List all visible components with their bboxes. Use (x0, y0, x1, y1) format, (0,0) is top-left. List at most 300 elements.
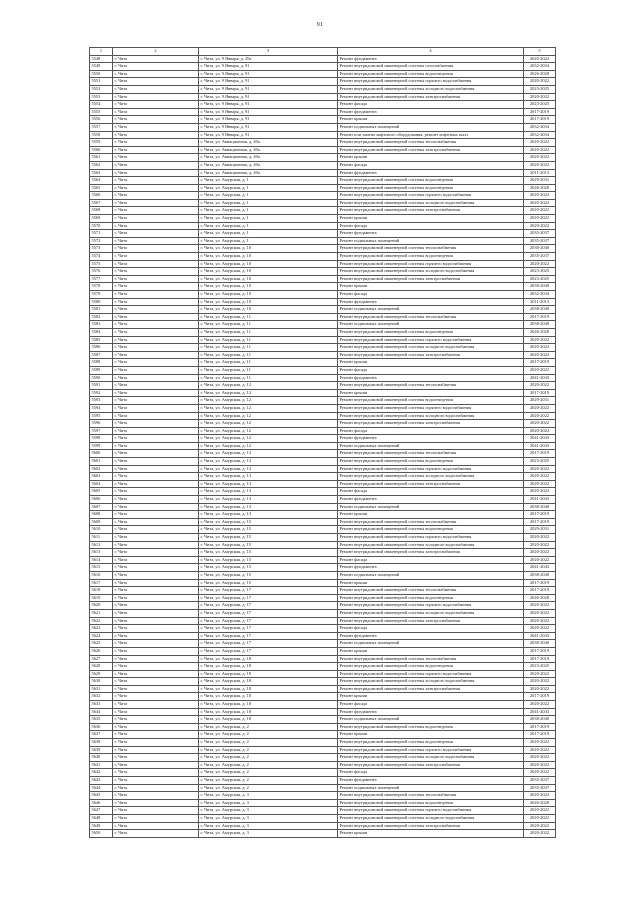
address-cell: г. Чита, ул. 9 Января, д. 91 (199, 108, 338, 116)
locality-cell: г. Чита (113, 655, 199, 663)
address-cell: г. Чита, ул. Амурская, д. 1 (199, 199, 338, 207)
table-row (90, 534, 556, 542)
period-cell: 2020-2022 (524, 625, 556, 633)
row-number-cell: 5608 (90, 511, 113, 519)
address-cell: г. Чита, ул. Амурская, д. 18 (199, 693, 338, 701)
work-type-cell: Ремонт крыши (338, 731, 524, 739)
period-cell: 2035-2037 (524, 230, 556, 238)
locality-cell: г. Чита (113, 761, 199, 769)
locality-cell: г. Чита (113, 663, 199, 671)
work-type-cell: Ремонт крыши (338, 359, 524, 367)
table-row (90, 108, 556, 116)
work-type-cell: Ремонт внутридомовой инженерной системы горячего водоснабжения (338, 192, 524, 200)
locality-cell: г. Чита (113, 404, 199, 412)
work-type-cell: Ремонт фундамента (338, 374, 524, 382)
address-cell: г. Чита, ул. Авиационная, д. 40а (199, 169, 338, 177)
address-cell: г. Чита, ул. Амурская, д. 13 (199, 488, 338, 496)
capital-repair-table (89, 47, 556, 838)
row-number-cell: 5647 (90, 807, 113, 815)
locality-cell: г. Чита (113, 298, 199, 306)
table-row (90, 518, 556, 526)
table-row (90, 723, 556, 731)
locality-cell: г. Чита (113, 123, 199, 131)
row-number-cell: 5650 (90, 830, 113, 838)
row-number-cell: 5583 (90, 321, 113, 329)
row-number-cell: 5609 (90, 518, 113, 526)
row-number-cell: 5591 (90, 382, 113, 390)
row-number-cell: 5642 (90, 769, 113, 777)
work-type-cell: Ремонт внутридомовой инженерной системы холодного водоснабжения (338, 199, 524, 207)
period-cell: 2020-2022 (524, 685, 556, 693)
address-cell: г. Чита, ул. Амурская, д. 17 (199, 625, 338, 633)
work-type-cell: Ремонт внутридомовой инженерной системы теплоснабжения (338, 139, 524, 147)
address-cell: г. Чита, ул. 9 Января, д. 91 (199, 116, 338, 124)
address-cell: г. Чита, ул. Амурская, д. 15 (199, 518, 338, 526)
period-cell: 2020-2022 (524, 222, 556, 230)
table-row (90, 503, 556, 511)
address-cell: г. Чита, ул. Амурская, д. 12 (199, 420, 338, 428)
locality-cell: г. Чита (113, 609, 199, 617)
address-cell: г. Чита, ул. Амурская, д. 1 (199, 177, 338, 185)
work-type-cell: Ремонт внутридомовой инженерной системы горячего водоснабжения (338, 78, 524, 86)
locality-cell: г. Чита (113, 754, 199, 762)
work-type-cell: Ремонт подвальных помещений (338, 123, 524, 131)
table-row (90, 678, 556, 686)
address-cell: г. Чита, ул. Амурская, д. 15 (199, 571, 338, 579)
locality-cell: г. Чита (113, 587, 199, 595)
row-number-cell: 5550 (90, 70, 113, 78)
locality-cell: г. Чита (113, 184, 199, 192)
address-cell: г. Чита, ул. Амурская, д. 3 (199, 830, 338, 838)
locality-cell: г. Чита (113, 306, 199, 314)
row-number-cell: 5626 (90, 647, 113, 655)
address-cell: г. Чита, ул. Амурская, д. 11 (199, 366, 338, 374)
period-cell: 2020-2022 (524, 602, 556, 610)
row-number-cell: 5635 (90, 716, 113, 724)
period-cell: 2017-2019 (524, 389, 556, 397)
row-number-cell: 5567 (90, 199, 113, 207)
locality-cell: г. Чита (113, 412, 199, 420)
work-type-cell: Ремонт подвальных помещений (338, 321, 524, 329)
period-cell: 2020-2022 (524, 93, 556, 101)
period-cell: 2032-2034 (524, 63, 556, 71)
row-number-cell: 5623 (90, 625, 113, 633)
row-number-cell: 5637 (90, 731, 113, 739)
work-type-cell: Ремонт фундамента (338, 108, 524, 116)
work-type-cell: Ремонт фундамента (338, 230, 524, 238)
row-number-cell: 5566 (90, 192, 113, 200)
period-cell: 2017-2019 (524, 655, 556, 663)
work-type-cell: Ремонт внутридомовой инженерной системы водоотведения (338, 184, 524, 192)
table-row (90, 192, 556, 200)
address-cell: г. Чита, ул. Амурская, д. 10 (199, 268, 338, 276)
work-type-cell: Ремонт фундамента (338, 564, 524, 572)
work-type-cell: Ремонт внутридомовой инженерной системы горячего водоснабжения (338, 670, 524, 678)
row-number-cell: 5593 (90, 397, 113, 405)
address-cell: г. Чита, ул. Амурская, д. 11 (199, 321, 338, 329)
row-number-cell: 5615 (90, 564, 113, 572)
address-cell: г. Чита, ул. Амурская, д. 15 (199, 564, 338, 572)
table-row (90, 701, 556, 709)
locality-cell: г. Чита (113, 739, 199, 747)
row-number-cell: 5622 (90, 617, 113, 625)
locality-cell: г. Чита (113, 602, 199, 610)
work-type-cell: Ремонт внутридомовой инженерной системы водоотведения (338, 723, 524, 731)
period-cell: 2023-2025 (524, 85, 556, 93)
period-cell: 2017-2019 (524, 313, 556, 321)
header-cell-5: 5 (524, 48, 556, 56)
locality-cell: г. Чита (113, 511, 199, 519)
work-type-cell: Ремонт крыши (338, 283, 524, 291)
period-cell: 2020-2022 (524, 404, 556, 412)
work-type-cell: Ремонт внутридомовой инженерной системы электроснабжения (338, 480, 524, 488)
period-cell: 2038-2040 (524, 306, 556, 314)
row-number-cell: 5551 (90, 78, 113, 86)
address-cell: г. Чита, ул. Амурская, д. 10 (199, 253, 338, 261)
work-type-cell: Ремонт внутридомовой инженерной системы водоотведения (338, 739, 524, 747)
locality-cell: г. Чита (113, 564, 199, 572)
table-row (90, 571, 556, 579)
period-cell: 2020-2022 (524, 556, 556, 564)
locality-cell: г. Чита (113, 777, 199, 785)
locality-cell: г. Чита (113, 237, 199, 245)
work-type-cell: Ремонт внутридомовой инженерной системы водоотведения (338, 526, 524, 534)
row-number-cell: 5636 (90, 723, 113, 731)
table-row (90, 632, 556, 640)
table-row (90, 298, 556, 306)
address-cell: г. Чита, ул. Амурская, д. 15 (199, 579, 338, 587)
table-row (90, 366, 556, 374)
locality-cell: г. Чита (113, 169, 199, 177)
locality-cell: г. Чита (113, 708, 199, 716)
work-type-cell: Ремонт внутридомовой инженерной системы теплоснабжения (338, 518, 524, 526)
table-row (90, 253, 556, 261)
period-cell: 2017-2019 (524, 587, 556, 595)
row-number-cell: 5611 (90, 534, 113, 542)
table-row (90, 541, 556, 549)
table-row (90, 822, 556, 830)
row-number-cell: 5614 (90, 556, 113, 564)
locality-cell: г. Чита (113, 799, 199, 807)
page-number: 91 (316, 22, 324, 28)
period-cell: 2041-2043 (524, 708, 556, 716)
address-cell: г. Чита, ул. Амурская, д. 1 (199, 237, 338, 245)
table-row (90, 427, 556, 435)
row-number-cell: 5629 (90, 670, 113, 678)
locality-cell: г. Чита (113, 701, 199, 709)
table-row (90, 63, 556, 71)
table-row (90, 602, 556, 610)
row-number-cell: 5601 (90, 458, 113, 466)
locality-cell: г. Чита (113, 473, 199, 481)
row-number-cell: 5630 (90, 678, 113, 686)
address-cell: г. Чита, ул. 9 Января, д. 91 (199, 70, 338, 78)
table-row (90, 359, 556, 367)
address-cell: г. Чита, ул. Амурская, д. 2 (199, 731, 338, 739)
locality-cell: г. Чита (113, 85, 199, 93)
work-type-cell: Ремонт внутридомовой инженерной системы водоотведения (338, 663, 524, 671)
period-cell: 2020-2022 (524, 609, 556, 617)
row-number-cell: 5549 (90, 63, 113, 71)
table-row (90, 78, 556, 86)
period-cell: 2035-2037 (524, 784, 556, 792)
address-cell: г. Чита, ул. Амурская, д. 2 (199, 784, 338, 792)
table-row (90, 139, 556, 147)
address-cell: г. Чита, ул. Амурская, д. 13 (199, 511, 338, 519)
address-cell: г. Чита, ул. Амурская, д. 11 (199, 313, 338, 321)
address-cell: г. Чита, ул. Амурская, д. 2 (199, 739, 338, 747)
address-cell: г. Чита, ул. Амурская, д. 17 (199, 602, 338, 610)
period-cell: 2020-2022 (524, 336, 556, 344)
row-number-cell: 5634 (90, 708, 113, 716)
table-row (90, 693, 556, 701)
table-row (90, 420, 556, 428)
period-cell: 2032-2034 (524, 131, 556, 139)
period-cell: 2020-2022 (524, 260, 556, 268)
locality-cell: г. Чита (113, 541, 199, 549)
work-type-cell: Ремонт внутридомовой инженерной системы холодного водоснабжения (338, 609, 524, 617)
period-cell: 2035-2037 (524, 237, 556, 245)
address-cell: г. Чита, ул. Авиационная, д. 40а (199, 146, 338, 154)
locality-cell: г. Чита (113, 465, 199, 473)
work-type-cell: Ремонт фасада (338, 161, 524, 169)
locality-cell: г. Чита (113, 685, 199, 693)
address-cell: г. Чита, ул. Амурская, д. 18 (199, 685, 338, 693)
period-cell: 2026-2028 (524, 328, 556, 336)
row-number-cell: 5564 (90, 177, 113, 185)
address-cell: г. Чита, ул. Авиационная, д. 40а (199, 154, 338, 162)
period-cell: 2017-2019 (524, 518, 556, 526)
locality-cell: г. Чита (113, 822, 199, 830)
locality-cell: г. Чита (113, 769, 199, 777)
table-row (90, 321, 556, 329)
address-cell: г. Чита, ул. Амурская, д. 13 (199, 458, 338, 466)
row-number-cell: 5552 (90, 85, 113, 93)
address-cell: г. Чита, ул. Амурская, д. 15 (199, 556, 338, 564)
locality-cell: г. Чита (113, 63, 199, 71)
locality-cell: г. Чита (113, 632, 199, 640)
period-cell: 2038-2040 (524, 245, 556, 253)
work-type-cell: Ремонт внутридомовой инженерной системы электроснабжения (338, 685, 524, 693)
work-type-cell: Ремонт фундамента (338, 435, 524, 443)
row-number-cell: 5612 (90, 541, 113, 549)
table-row (90, 708, 556, 716)
locality-cell: г. Чита (113, 192, 199, 200)
table-row (90, 526, 556, 534)
address-cell: г. Чита, ул. Амурская, д. 12 (199, 427, 338, 435)
period-cell: 2020-2022 (524, 161, 556, 169)
work-type-cell: Ремонт фундамента (338, 55, 524, 63)
address-cell: г. Чита, ул. Амурская, д. 17 (199, 609, 338, 617)
period-cell: 2020-2022 (524, 541, 556, 549)
locality-cell: г. Чита (113, 640, 199, 648)
row-number-cell: 5548 (90, 55, 113, 63)
row-number-cell: 5590 (90, 374, 113, 382)
locality-cell: г. Чита (113, 549, 199, 557)
period-cell: 2020-2022 (524, 488, 556, 496)
table-row (90, 207, 556, 215)
address-cell: г. Чита, ул. Амурская, д. 2 (199, 746, 338, 754)
table-row (90, 609, 556, 617)
period-cell: 2035-2037 (524, 253, 556, 261)
table-row (90, 685, 556, 693)
header-cell-2: 2 (113, 48, 199, 56)
locality-cell: г. Чита (113, 207, 199, 215)
row-number-cell: 5620 (90, 602, 113, 610)
row-number-cell: 5581 (90, 306, 113, 314)
locality-cell: г. Чита (113, 678, 199, 686)
period-cell: 2017-2019 (524, 731, 556, 739)
work-type-cell: Ремонт внутридомовой инженерной системы электроснабжения (338, 146, 524, 154)
table-row (90, 199, 556, 207)
work-type-cell: Ремонт фундамента (338, 632, 524, 640)
table-row (90, 556, 556, 564)
address-cell: г. Чита, ул. Авиационная, д. 40а (199, 139, 338, 147)
work-type-cell: Ремонт внутридомовой инженерной системы холодного водоснабжения (338, 754, 524, 762)
locality-cell: г. Чита (113, 534, 199, 542)
table-row (90, 374, 556, 382)
table-row (90, 336, 556, 344)
work-type-cell: Ремонт внутридомовой инженерной системы водоотведения (338, 397, 524, 405)
address-cell: г. Чита, ул. Амурская, д. 15 (199, 526, 338, 534)
row-number-cell: 5605 (90, 488, 113, 496)
work-type-cell: Ремонт фасада (338, 769, 524, 777)
locality-cell: г. Чита (113, 617, 199, 625)
table-row (90, 511, 556, 519)
address-cell: г. Чита, ул. Амурская, д. 18 (199, 655, 338, 663)
row-number-cell: 5631 (90, 685, 113, 693)
row-number-cell: 5571 (90, 230, 113, 238)
row-number-cell: 5554 (90, 101, 113, 109)
table-row (90, 116, 556, 124)
address-cell: г. Чита, ул. Амурская, д. 13 (199, 450, 338, 458)
row-number-cell: 5627 (90, 655, 113, 663)
address-cell: г. Чита, ул. Амурская, д. 17 (199, 594, 338, 602)
row-number-cell: 5570 (90, 222, 113, 230)
locality-cell: г. Чита (113, 435, 199, 443)
period-cell: 2020-2022 (524, 192, 556, 200)
locality-cell: г. Чита (113, 291, 199, 299)
work-type-cell: Ремонт фасада (338, 291, 524, 299)
period-cell: 2020-2022 (524, 807, 556, 815)
locality-cell: г. Чита (113, 450, 199, 458)
row-number-cell: 5618 (90, 587, 113, 595)
table-row (90, 382, 556, 390)
period-cell: 2041-2043 (524, 632, 556, 640)
table-row (90, 746, 556, 754)
address-cell: г. Чита, ул. Амурская, д. 1 (199, 184, 338, 192)
table-row (90, 291, 556, 299)
locality-cell: г. Чита (113, 480, 199, 488)
row-number-cell: 5582 (90, 313, 113, 321)
period-cell: 2020-2022 (524, 534, 556, 542)
table-row (90, 169, 556, 177)
locality-cell: г. Чита (113, 260, 199, 268)
work-type-cell: Ремонт подвальных помещений (338, 784, 524, 792)
table-row (90, 184, 556, 192)
table-row (90, 389, 556, 397)
address-cell: г. Чита, ул. Амурская, д. 10 (199, 245, 338, 253)
address-cell: г. Чита, ул. Амурская, д. 10 (199, 260, 338, 268)
locality-cell: г. Чита (113, 177, 199, 185)
locality-cell: г. Чита (113, 792, 199, 800)
locality-cell: г. Чита (113, 275, 199, 283)
address-cell: г. Чита, ул. Амурская, д. 10 (199, 306, 338, 314)
period-cell: 2020-2022 (524, 382, 556, 390)
table-row (90, 564, 556, 572)
work-type-cell: Ремонт внутридомовой инженерной системы теплоснабжения (338, 245, 524, 253)
work-type-cell: Ремонт внутридомовой инженерной системы водоотведения (338, 799, 524, 807)
locality-cell: г. Чита (113, 427, 199, 435)
table-row (90, 814, 556, 822)
row-number-cell: 5580 (90, 298, 113, 306)
locality-cell: г. Чита (113, 93, 199, 101)
address-cell: г. Чита, ул. Амурская, д. 13 (199, 480, 338, 488)
row-number-cell: 5587 (90, 351, 113, 359)
period-cell: 2020-2022 (524, 814, 556, 822)
row-number-cell: 5589 (90, 366, 113, 374)
work-type-cell: Ремонт внутридомовой инженерной системы водоотведения (338, 177, 524, 185)
period-cell: 2017-2019 (524, 116, 556, 124)
locality-cell: г. Чита (113, 70, 199, 78)
row-number-cell: 5645 (90, 792, 113, 800)
work-type-cell: Ремонт фасада (338, 222, 524, 230)
locality-cell: г. Чита (113, 328, 199, 336)
row-number-cell: 5610 (90, 526, 113, 534)
period-cell: 2020-2022 (524, 146, 556, 154)
period-cell: 2038-2040 (524, 283, 556, 291)
locality-cell: г. Чита (113, 830, 199, 838)
locality-cell: г. Чита (113, 420, 199, 428)
table-row (90, 480, 556, 488)
period-cell: 2020-2022 (524, 549, 556, 557)
period-cell: 2020-2022 (524, 761, 556, 769)
work-type-cell: Ремонт фасада (338, 701, 524, 709)
locality-cell: г. Чита (113, 442, 199, 450)
row-number-cell: 5633 (90, 701, 113, 709)
work-type-cell: Ремонт внутридомовой инженерной системы горячего водоснабжения (338, 260, 524, 268)
locality-cell: г. Чита (113, 746, 199, 754)
address-cell: г. Чита, ул. Амурская, д. 2 (199, 777, 338, 785)
locality-cell: г. Чита (113, 488, 199, 496)
locality-cell: г. Чита (113, 693, 199, 701)
locality-cell: г. Чита (113, 336, 199, 344)
address-cell: г. Чита, ул. Амурская, д. 17 (199, 587, 338, 595)
period-cell: 2020-2022 (524, 366, 556, 374)
work-type-cell: Ремонт внутридомовой инженерной системы горячего водоснабжения (338, 602, 524, 610)
address-cell: г. Чита, ул. Амурская, д. 12 (199, 412, 338, 420)
work-type-cell: Ремонт внутридомовой инженерной системы холодного водоснабжения (338, 85, 524, 93)
work-type-cell: Ремонт фасада (338, 625, 524, 633)
table-row (90, 313, 556, 321)
row-number-cell: 5604 (90, 480, 113, 488)
address-cell: г. Чита, ул. Амурская, д. 11 (199, 374, 338, 382)
table-row (90, 328, 556, 336)
locality-cell: г. Чита (113, 526, 199, 534)
work-type-cell: Ремонт внутридомовой инженерной системы электроснабжения (338, 275, 524, 283)
address-cell: г. Чита, ул. Амурская, д. 2 (199, 754, 338, 762)
period-cell: 2026-2028 (524, 594, 556, 602)
work-type-cell: Ремонт фасада (338, 556, 524, 564)
row-number-cell: 5577 (90, 275, 113, 283)
locality-cell: г. Чита (113, 131, 199, 139)
table-row (90, 245, 556, 253)
work-type-cell: Ремонт внутридомовой инженерной системы горячего водоснабжения (338, 746, 524, 754)
period-cell: 2017-2019 (524, 359, 556, 367)
period-cell: 2017-2019 (524, 579, 556, 587)
work-type-cell: Ремонт внутридомовой инженерной системы теплоснабжения (338, 655, 524, 663)
work-type-cell: Ремонт крыши (338, 579, 524, 587)
